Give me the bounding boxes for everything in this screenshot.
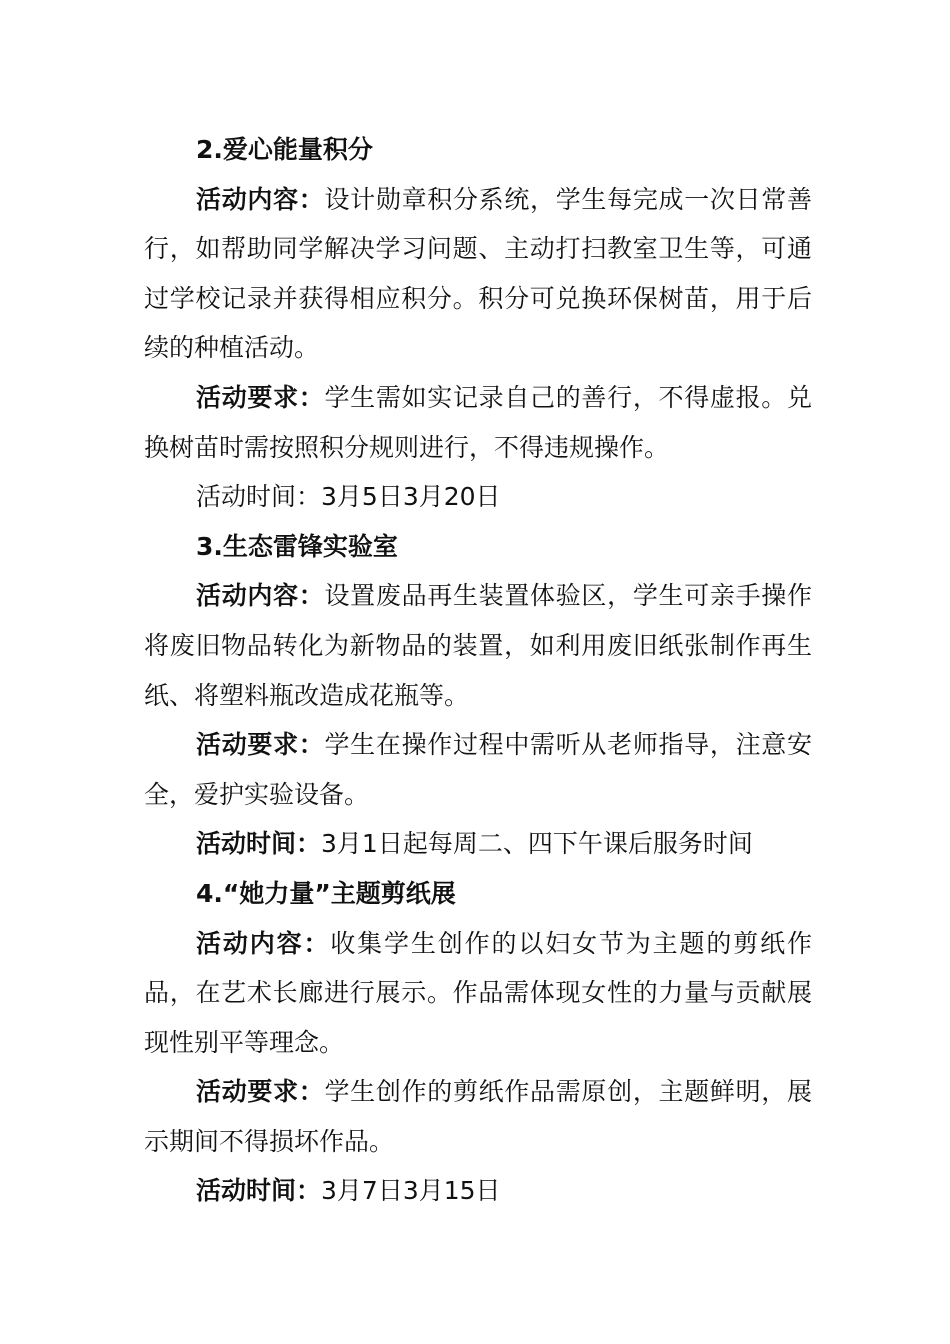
activity-requirement-label: 活动要求： — [196, 730, 325, 760]
activity-time-label: 活动时间： — [196, 829, 322, 859]
activity-time-text: 3月5日3月20日 — [321, 482, 501, 512]
section-heading: 2.爱心能量积分 — [196, 135, 373, 164]
document-body — [144, 125, 812, 1216]
activity-time-label: 活动时间： — [196, 1176, 322, 1206]
activity-content-label: 活动内容： — [196, 184, 325, 214]
activity-content-text: 收集学生创作的以妇女节为主题的剪纸作品，在艺术长廊进行展示。作品需体现女性的力量与贡献展现性别平等理念。 — [144, 928, 812, 1057]
activity-content-label: 活动内容： — [196, 928, 331, 958]
activity-requirement-paragraph — [144, 720, 812, 819]
activity-requirement-label: 活动要求： — [196, 382, 325, 412]
activity-requirement-label: 活动要求： — [196, 1077, 325, 1107]
activity-time-paragraph — [144, 819, 812, 869]
activity-requirement-text: 学生在操作过程中需听从老师指导，注意安全，爱护实验设备。 — [144, 730, 812, 809]
activity-content-label: 活动内容： — [196, 581, 325, 611]
section-heading: 3.生态雷锋实验室 — [196, 531, 398, 561]
activity-requirement-text: 学生需如实记录自己的善行，不得虚报。兑换树苗时需按照积分规则进行，不得违规操作。 — [144, 382, 812, 462]
activity-content-text: 设计勋章积分系统，学生每完成一次日常善行，如帮助同学解决学习问题、主动打扫教室卫生等，可通过学校记录并获得相应积分。积分可兑换环保树苗，用于后续的种植活动。 — [144, 184, 812, 363]
activity-content-paragraph — [144, 571, 812, 720]
activity-time-text: 3月1日起每周二、四下午课后服务时间 — [321, 829, 753, 859]
activity-content-paragraph — [144, 919, 812, 1068]
activity-content-paragraph — [144, 175, 812, 373]
activity-content-text: 设置废品再生装置体验区，学生可亲手操作将废旧物品转化为新物品的装置，如利用废旧纸张制作再生纸、将塑料瓶改造成花瓶等。 — [144, 581, 812, 710]
activity-time-text: 3月7日3月15日 — [321, 1176, 501, 1206]
activity-requirement-text: 学生创作的剪纸作品需原创，主题鲜明，展示期间不得损坏作品。 — [144, 1077, 812, 1156]
activity-time-paragraph — [144, 1166, 812, 1216]
activity-requirement-paragraph — [144, 373, 812, 472]
activity-time-label: 活动时间： — [196, 482, 322, 512]
section-heading: 4.“她力量”主题剪纸展 — [196, 878, 456, 908]
activity-time-paragraph — [144, 472, 812, 522]
activity-requirement-paragraph — [144, 1067, 812, 1166]
